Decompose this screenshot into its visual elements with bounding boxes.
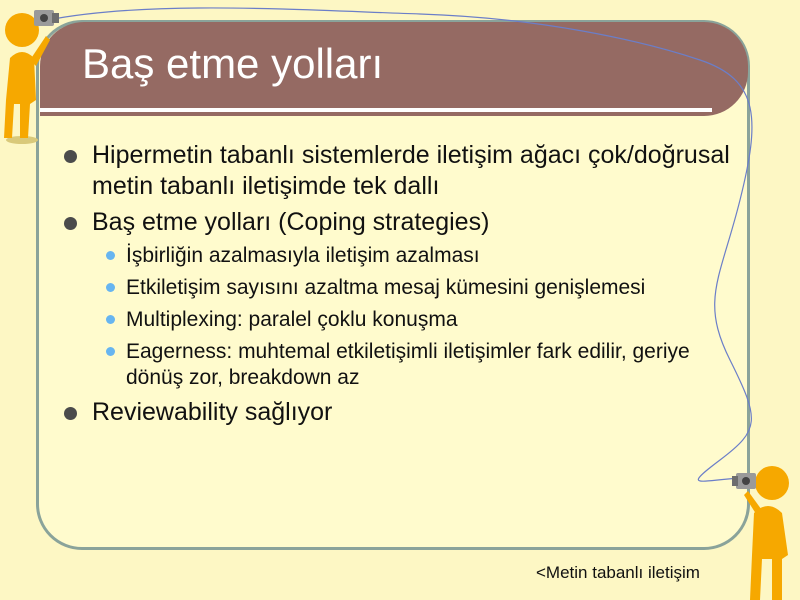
bullet-text: Eagerness: muhtemal etkiletişimli iletişimler fark edilir, geriye dönüş zor, breakdown az — [126, 340, 690, 389]
bullet-text: Etkiletişim sayısını azaltma mesaj kümesini genişlemesi — [126, 276, 646, 299]
footer-link[interactable]: <Metin tabanlı iletişim — [536, 563, 700, 582]
bullet-text: Reviewability sağlıyor — [92, 398, 333, 426]
slide-title: Baş etme yolları — [82, 40, 384, 87]
bullet-text: Baş etme yolları (Coping strategies) — [92, 208, 490, 236]
bullet-text: İşbirliğin azalmasıyla iletişim azalması — [126, 244, 480, 267]
bullet-text: Hipermetin tabanlı sistemlerde iletişim ağacı çok/doğrusal metin tabanlı iletişimde tek dallı — [92, 141, 730, 200]
bullet-text: Multiplexing: paralel çoklu konuşma — [126, 308, 458, 331]
person-with-camera-icon — [732, 455, 800, 600]
person-with-camera-icon — [0, 0, 64, 145]
